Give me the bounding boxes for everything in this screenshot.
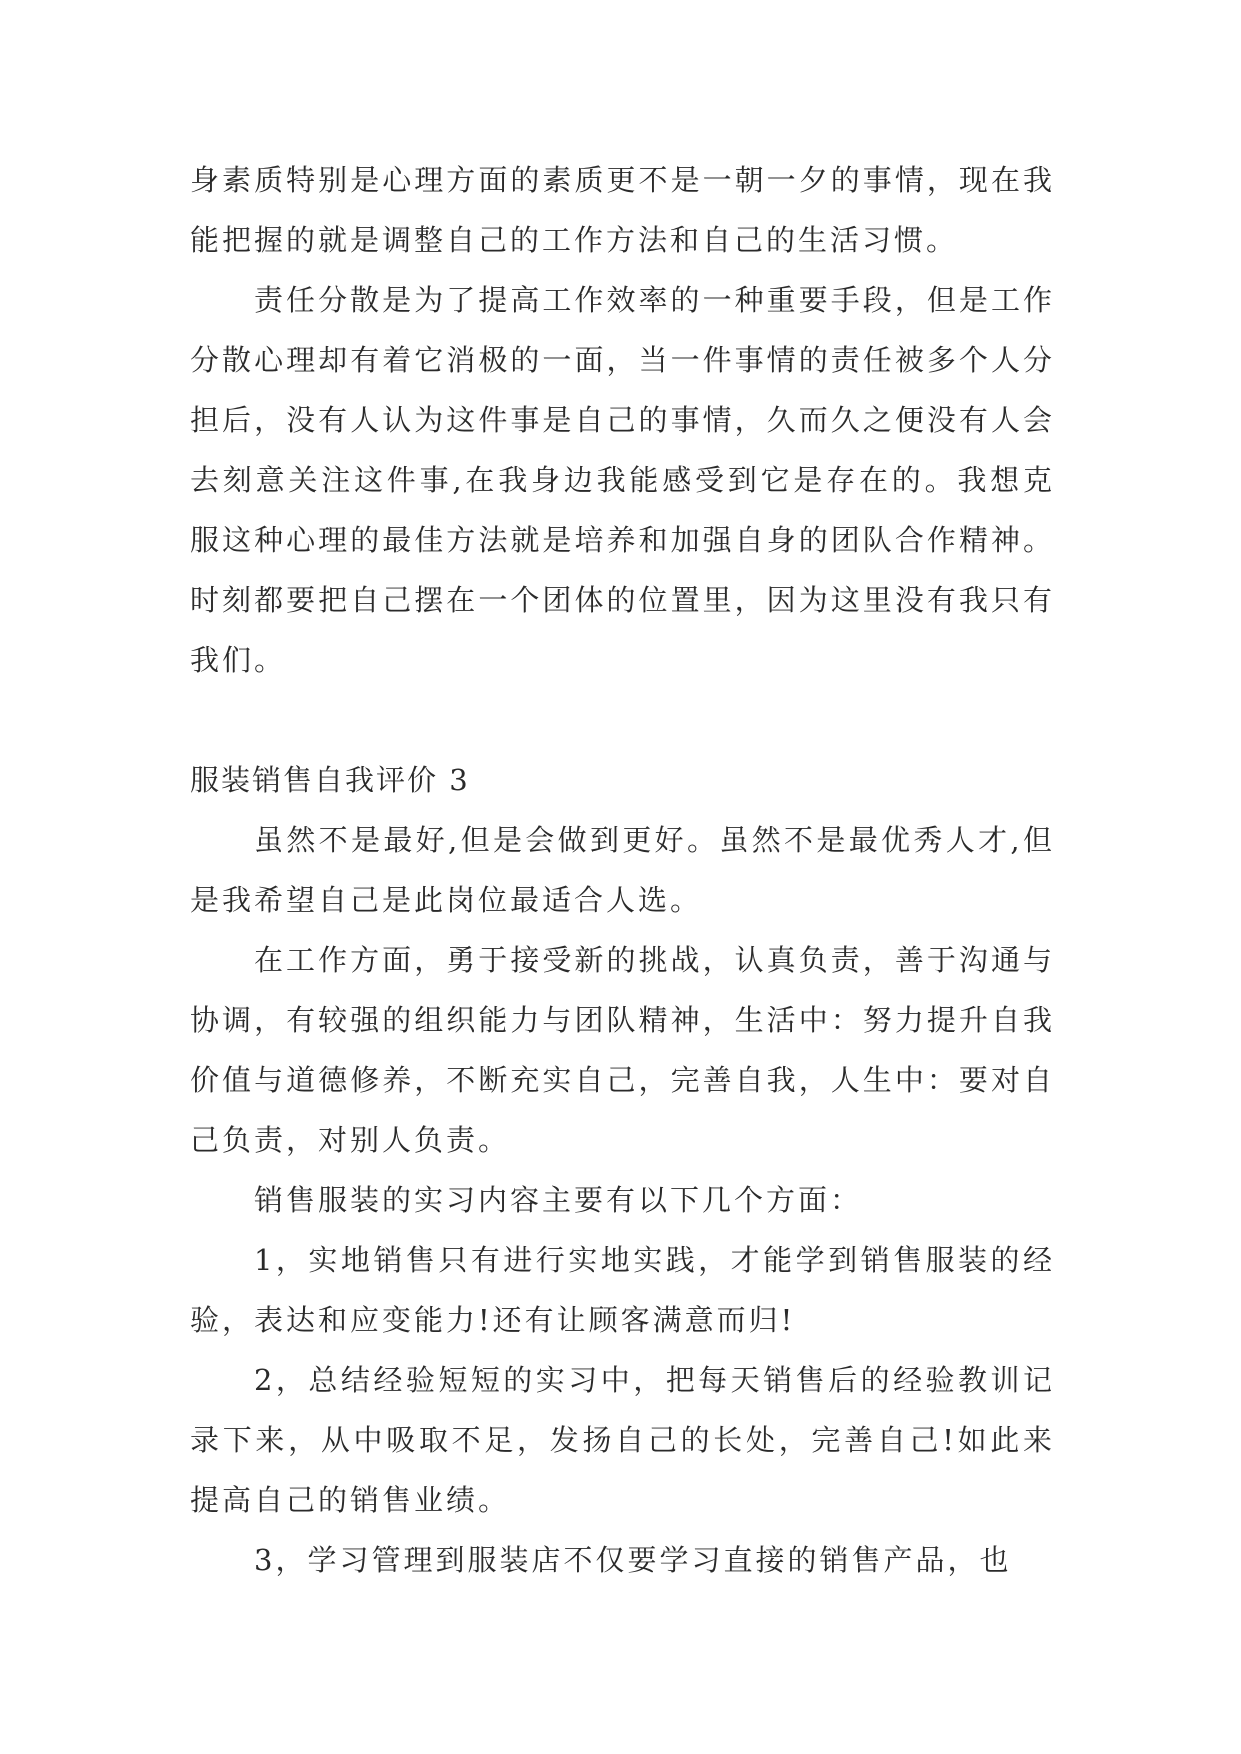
list-item-3: 3，学习管理到服装店不仅要学习直接的销售产品，也 — [254, 1543, 1012, 1577]
document-page — [190, 150, 1055, 1590]
list-item-2: 2，总结经验短短的实习中，把每天销售后的经验教训记录下来，从中吸取不足，发扬自己的长处，完善自己!如此来提高自己的销售业绩。 — [190, 1363, 1055, 1517]
section-heading: 服装销售自我评价 3 — [190, 763, 470, 797]
paragraph-responsibility: 责任分散是为了提高工作效率的一种重要手段，但是工作分散心理却有着它消极的一面，当一件事情的责任被多个人分担后，没有人认为这件事是自己的事情，久而久之便没有人会去刻意关注这件事,在我身边我能感受到它是存在的。我想克服这种心理的最佳方法就是培养和加强自身的团队合作精神。时刻都要把自己摆在一个团体的位置里，因为这里没有我只有我们。 — [190, 283, 1055, 677]
paragraph-intro: 虽然不是最好,但是会做到更好。虽然不是最优秀人才,但是我希望自己是此岗位最适合人选。 — [190, 823, 1055, 917]
paragraph-work: 在工作方面，勇于接受新的挑战，认真负责，善于沟通与协调，有较强的组织能力与团队精神，生活中：努力提升自我价值与道德修养，不断充实自己，完善自我，人生中：要对自己负责，对别人负责。 — [190, 943, 1055, 1157]
paragraph-internship-content: 销售服装的实习内容主要有以下几个方面： — [254, 1183, 863, 1217]
list-item-1: 1，实地销售只有进行实地实践，才能学到销售服装的经验，表达和应变能力!还有让顾客满意而归! — [190, 1243, 1055, 1337]
paragraph-continuation: 身素质特别是心理方面的素质更不是一朝一夕的事情，现在我能把握的就是调整自己的工作方法和自己的生活习惯。 — [190, 163, 1055, 257]
